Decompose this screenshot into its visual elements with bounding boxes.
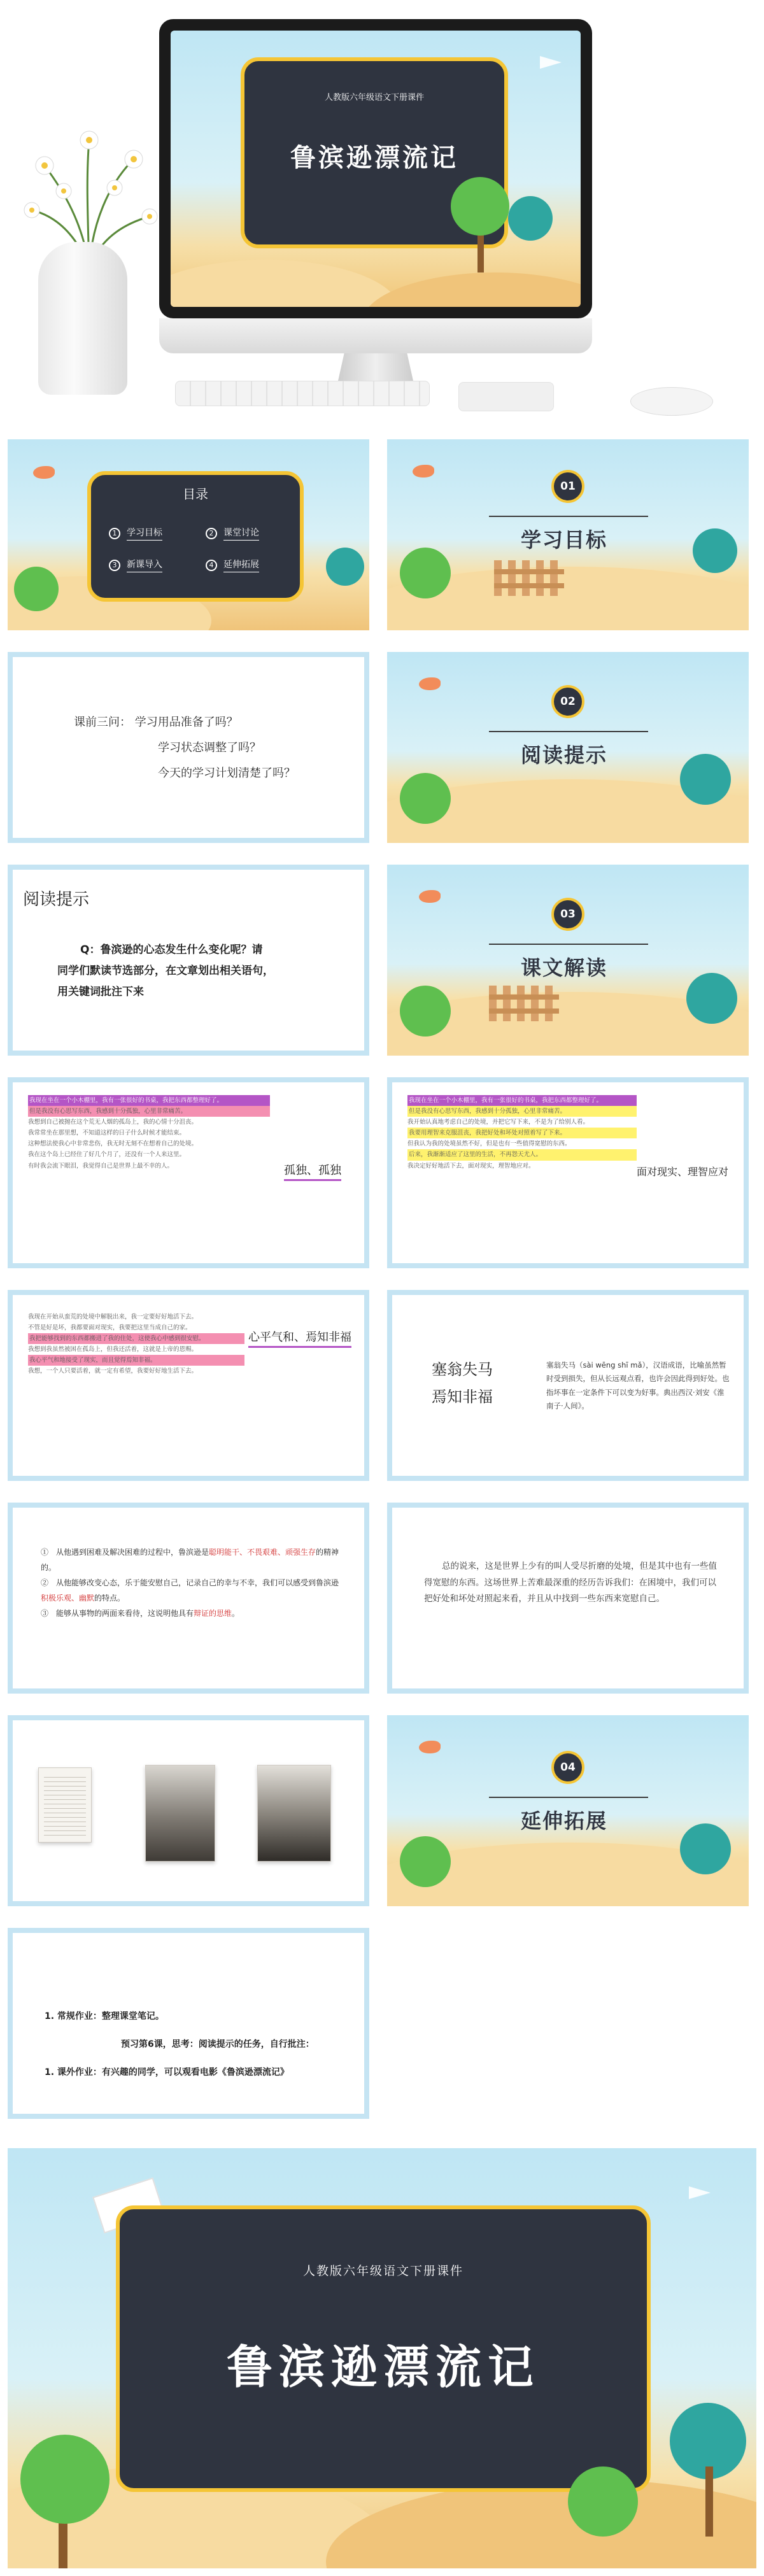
toc-item-1[interactable] <box>109 526 162 541</box>
paper-plane-icon <box>540 56 562 69</box>
key-points-list <box>41 1545 346 1621</box>
key-point-3: ③ 能够从事物的两面来看待，这说明他具有辩证的思维。 <box>41 1609 240 1618</box>
hero-title: 鲁滨逊漂流记 <box>290 143 458 173</box>
section-title: 阅读提示 <box>521 743 608 767</box>
fence <box>489 986 559 1021</box>
slide-section-01 <box>387 439 749 630</box>
passage-line: 我心平气和地接受了现实，而且觉得焉知非福。 <box>28 1355 244 1366</box>
toc-item-label: 新课导入 <box>127 558 162 572</box>
passage-line: 我想到自己被抛在这个荒无人烟的孤岛上，我的心情十分沮丧。 <box>28 1119 198 1126</box>
tree <box>400 773 451 824</box>
toc-item-number: 1 <box>109 528 120 539</box>
homework-item-2: 预习第6课，思考：阅读提示的任务，自行批注： <box>121 2039 315 2049</box>
question-line: 同学们默读节选部分，在文章划出相关语句， <box>57 965 274 978</box>
tree <box>693 528 737 573</box>
toc-heading: 目录 <box>183 486 208 502</box>
tree <box>20 2435 110 2524</box>
reading-tips-question <box>57 940 274 1003</box>
illustration-image-2 <box>257 1765 331 1862</box>
idiom-explanation: 塞翁失马（sài wēng shī mǎ），汉语成语，比喻虽然暂时受到损失，但从长远观点看，也许会因此得到好处。也指坏事在一定条件下可以变为好事。典出西汉·刘安《淮南子·人间》。 <box>546 1361 730 1410</box>
slide-section-02 <box>387 652 749 843</box>
slide-reading-tips <box>8 865 369 1056</box>
slide-pre-class <box>8 652 369 843</box>
book-page-image <box>38 1767 92 1843</box>
toc-item-label: 课堂讨论 <box>223 526 259 541</box>
bird-icon <box>419 890 441 903</box>
tree <box>400 548 451 598</box>
divider <box>489 1797 648 1798</box>
passage-line: 不管是好是坏，我都要面对现实，我要把这里当成自己的家。 <box>28 1324 192 1332</box>
idiom-title-line: 塞翁失马 <box>432 1361 493 1378</box>
tree <box>400 986 451 1037</box>
section-number: 04 <box>551 1751 584 1784</box>
passage-line: 我想，一个人只要活着，就一定有希望，我要好好地生活下去。 <box>28 1368 198 1375</box>
slide-passage-1 <box>8 1077 369 1268</box>
bird-icon <box>33 466 55 479</box>
passage-text <box>28 1312 244 1377</box>
final-title-board <box>116 2205 651 2492</box>
tree <box>326 548 364 586</box>
slide-toc <box>8 439 369 630</box>
passage-line: 我决定好好地活下去，面对现实，理智地应对。 <box>407 1162 535 1170</box>
question-line: 用关键词批注下来 <box>57 986 144 999</box>
section-number: 03 <box>551 898 584 931</box>
slide-key-points <box>8 1503 369 1694</box>
fence <box>494 560 564 596</box>
section-title: 学习目标 <box>521 528 608 552</box>
toc-item-number: 3 <box>109 560 120 571</box>
passage-line: 但是我没有心思写东西，我感到十分孤独，心里非常痛苦。 <box>407 1106 637 1117</box>
hero-mockup <box>0 0 764 433</box>
divider <box>489 731 648 732</box>
vase <box>38 242 127 395</box>
section-number: 02 <box>551 685 584 718</box>
tree <box>680 754 731 805</box>
section-number: 01 <box>551 470 584 503</box>
passage-line: 我常常坐在那里想，不知道这样的日子什么时候才能结束。 <box>28 1129 186 1137</box>
mouse <box>630 387 713 416</box>
paper-plane-icon <box>689 2186 711 2199</box>
passage-line: 这种想法使我心中非常悲伤，我无时无刻不在想着自己的处境。 <box>28 1140 198 1148</box>
annotation-calm: 心平气和、焉知非福 <box>248 1328 351 1348</box>
passage-line: 有时我会流下眼泪，我觉得自己是世界上最不幸的人。 <box>28 1162 174 1170</box>
hill <box>326 2479 756 2568</box>
slide-idiom <box>387 1290 749 1481</box>
passage-line: 我现在开始从蛮荒的处境中解脱出来，我一定要好好地活下去。 <box>28 1313 198 1320</box>
final-subtitle: 人教版六年级语文下册课件 <box>302 2264 463 2278</box>
homework-item-1: 1. 常规作业：整理课堂笔记。 <box>45 2011 164 2021</box>
key-point-1: ① 从他遇到困难及解决困难的过程中，鲁滨逊是聪明能干、不畏艰难、顽强生存的精神的。 <box>41 1548 339 1572</box>
passage-text <box>407 1095 637 1171</box>
passage-text <box>28 1095 270 1171</box>
section-title: 延伸拓展 <box>521 1809 608 1833</box>
toc-item-number: 2 <box>206 528 217 539</box>
passage-line: 我想到我虽然被困在孤岛上，但我还活着，这就是上帝的恩赐。 <box>28 1346 198 1354</box>
tree <box>568 2466 638 2537</box>
section-title: 课文解读 <box>521 956 608 980</box>
final-title: 鲁滨逊漂流记 <box>226 2340 540 2394</box>
tree <box>400 1836 451 1887</box>
toc-item-label: 延伸拓展 <box>223 558 259 572</box>
tree <box>508 196 553 241</box>
slide-homework <box>8 1928 369 2119</box>
slide-title-final <box>8 2148 756 2568</box>
slide-section-04 <box>387 1715 749 1906</box>
trackpad <box>458 382 554 411</box>
slide-summary <box>387 1503 749 1694</box>
tree <box>451 177 509 236</box>
tree <box>705 2466 713 2537</box>
annotation-face-reality: 面对现实、理智应对 <box>637 1166 729 1178</box>
toc-board <box>87 471 304 602</box>
homework-item-3: 1. 课外作业：有兴趣的同学，可以观看电影《鲁滨逊漂流记》 <box>45 2067 289 2077</box>
tree <box>686 973 737 1024</box>
keyboard <box>175 381 430 406</box>
pre-class-line-1: 课前三问： 学习用品准备了吗？ <box>74 716 238 729</box>
idiom-title-line: 焉知非福 <box>432 1388 493 1406</box>
slide-section-03 <box>387 865 749 1056</box>
slide-blank <box>387 1928 749 2119</box>
key-point-2: ② 从他能够改变心态，乐于能安慰自己，记录自己的幸与不幸，我们可以感受到鲁滨逊积极乐观、幽默的特点。 <box>41 1578 339 1603</box>
passage-line: 我要用理智来克服沮丧，我把好处和坏处对照着写了下来。 <box>407 1128 637 1138</box>
toc-item-4[interactable] <box>206 558 259 572</box>
slide-passage-2 <box>387 1077 749 1268</box>
slide-passage-3 <box>8 1290 369 1481</box>
idiom-title <box>432 1356 493 1411</box>
tree <box>14 567 59 611</box>
hill <box>171 260 400 307</box>
reading-tips-heading: 阅读提示 <box>23 890 90 909</box>
bird-icon <box>419 677 441 690</box>
toc-item-3[interactable] <box>109 558 162 572</box>
hero-subtitle: 人教版六年级语文下册课件 <box>324 93 424 103</box>
summary-text: 总的说来，这是世界上少有的叫人受尽折磨的处境，但是其中也有一些值得宽慰的东西。这场世界上苦难最深重的经历告诉我们：在困境中，我们可以把好处和坏处对照起来看，并且从中找到一些东西来宽慰自己。 <box>424 1561 717 1604</box>
divider <box>489 944 648 945</box>
toc-item-label: 学习目标 <box>127 526 162 541</box>
annotation-lonely: 孤独、孤独 <box>284 1161 341 1181</box>
pre-class-line-3: 今天的学习计划清楚了吗？ <box>158 767 295 780</box>
hill <box>362 272 581 307</box>
question-line: Q：鲁滨逊的心态发生什么变化呢？请 <box>80 944 263 956</box>
imac-frame <box>159 19 592 318</box>
tree <box>680 1823 731 1874</box>
passage-line: 我现在坐在一个小木棚里，我有一张很好的书桌，我把东西都整理好了。 <box>407 1095 637 1106</box>
illustration-image-1 <box>145 1765 215 1862</box>
passage-line: 但是我没有心思写东西，我感到十分孤独，心里非常痛苦。 <box>28 1106 270 1117</box>
divider <box>489 516 648 517</box>
slide-photos <box>8 1715 369 1906</box>
apple-logo-icon <box>369 326 382 343</box>
passage-line: 我把能够找到的东西都搬进了我的住处，这使我心中感到很安慰。 <box>28 1333 244 1344</box>
imac-screen <box>171 31 581 307</box>
passage-line: 我现在坐在一个小木棚里，我有一张很好的书桌，我把东西都整理好了。 <box>28 1095 270 1106</box>
bird-icon <box>413 465 434 478</box>
pre-class-line-2: 学习状态调整了吗？ <box>158 741 261 754</box>
passage-line: 我开始认真地考虑自己的处境，并把它写下来，不是为了给别人看。 <box>407 1119 590 1126</box>
bird-icon <box>419 1741 441 1753</box>
passage-line: 但我认为我的处境虽然不好，但是也有一些值得宽慰的东西。 <box>407 1140 571 1148</box>
passage-line: 后来，我渐渐适应了这里的生活，不再怨天尤人。 <box>407 1149 637 1160</box>
toc-item-2[interactable] <box>206 526 259 541</box>
toc-item-number: 4 <box>206 560 217 571</box>
passage-line: 我在这个岛上已经住了好几个月了，还没有一个人来这里。 <box>28 1151 186 1159</box>
